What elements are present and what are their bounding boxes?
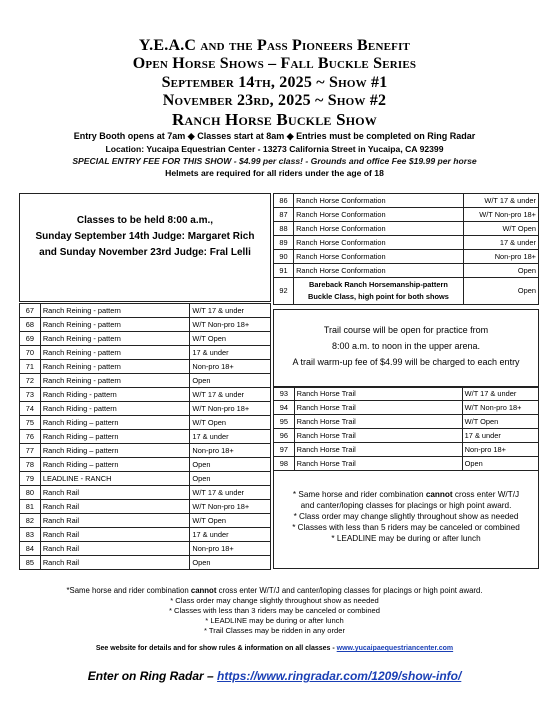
rule-line-5: * LEADLINE may be during or after lunch [331, 534, 481, 543]
class-name: Ranch Horse Conformation [294, 194, 464, 208]
class-name: Ranch Horse Conformation [294, 250, 464, 264]
class-division: 17 & under [463, 236, 538, 250]
class-number: 73 [20, 388, 41, 402]
location-info: Location: Yucaipa Equestrian Center - 13273 California Street in Yucaipa, CA 92399 [105, 144, 444, 154]
class-row [20, 360, 271, 374]
footnote-4: * LEADLINE may be during or after lunch [205, 616, 344, 625]
header-title-2: Open Horse Shows – Fall Buckle Series [132, 55, 417, 72]
class-row [274, 415, 539, 429]
class-name: Ranch Horse Trail [294, 415, 462, 429]
class-division: Open [190, 472, 271, 486]
helmet-info: Helmets are required for all riders under the age of 18 [165, 168, 384, 178]
schedule-date-2: and Sunday November 23rd Judge: Fral Lelli [39, 247, 251, 258]
class-division: Non-pro 18+ [190, 542, 271, 556]
class-division: 17 & under [462, 429, 538, 443]
class-row [20, 332, 271, 346]
rule-line-1: * Same horse and rider combination cannot cross enter W/T/J [292, 490, 520, 499]
class-number: 82 [20, 514, 41, 528]
footnotes [0, 586, 549, 636]
footnote-3: * Classes with less than 3 riders may be canceled or combined [168, 606, 381, 615]
class-row [20, 430, 271, 444]
schedule-date-1: Sunday September 14th Judge: Margaret Rich [35, 231, 255, 242]
class-row [20, 304, 271, 318]
class-number: 72 [20, 374, 41, 388]
class-division: Open [463, 264, 538, 278]
class-name: Ranch Reining - pattern [40, 332, 190, 346]
class-number: 87 [274, 208, 294, 222]
class-name: Ranch Reining - pattern [40, 346, 190, 360]
class-row [20, 374, 271, 388]
class-name: Ranch Horse Conformation [294, 264, 464, 278]
class-name: Ranch Riding – pattern [40, 416, 190, 430]
header-date-1: September 14th, 2025 ~ Show #1 [161, 74, 388, 91]
class-row [20, 346, 271, 360]
class-row [274, 236, 539, 250]
class-division: Open [190, 458, 271, 472]
class-row [274, 250, 539, 264]
right-class-table-top [273, 193, 539, 305]
class-row [274, 429, 539, 443]
class-name: Ranch Riding - pattern [40, 402, 190, 416]
class-number: 74 [20, 402, 41, 416]
class-division: Open [462, 457, 538, 471]
class-division: W/T 17 & under [190, 304, 271, 318]
class-number: 95 [274, 415, 295, 429]
class-row [20, 402, 271, 416]
class-division: W/T Non-pro 18+ [462, 401, 538, 415]
right-class-table-trail [273, 386, 539, 471]
class-row [274, 457, 539, 471]
class-name: Ranch Rail [40, 528, 190, 542]
class-name: Ranch Horse Trail [294, 387, 462, 401]
class-number: 85 [20, 556, 41, 570]
class-division: W/T Open [190, 416, 271, 430]
schedule-time: Classes to be held 8:00 a.m., [76, 215, 214, 226]
class-number: 88 [274, 222, 294, 236]
class-division: W/T Open [463, 222, 538, 236]
website-note [0, 645, 549, 652]
schedule-box [19, 193, 271, 302]
class-number: 78 [20, 458, 41, 472]
rule-line-3: * Class order may change slightly throughout show as needed [293, 512, 519, 521]
class-division: Non-pro 18+ [190, 444, 271, 458]
class-row [20, 458, 271, 472]
class-row [274, 387, 539, 401]
class-division: 17 & under [190, 528, 271, 542]
class-row [20, 416, 271, 430]
class-number: 89 [274, 236, 294, 250]
class-division: W/T 17 & under [190, 388, 271, 402]
class-row [274, 264, 539, 278]
class-row [274, 208, 539, 222]
class-name: Ranch Horse Trail [294, 401, 462, 415]
class-division: W/T 17 & under [462, 387, 538, 401]
class-row [274, 194, 539, 208]
class-number: 92 [274, 278, 294, 305]
class-division: Open [190, 556, 271, 570]
class-division: W/T Non-pro 18+ [463, 208, 538, 222]
class-row [20, 486, 271, 500]
class-number: 90 [274, 250, 294, 264]
class-number: 98 [274, 457, 295, 471]
class-row [20, 514, 271, 528]
class-number: 69 [20, 332, 41, 346]
class-number: 79 [20, 472, 41, 486]
trail-line-1: Trail course will be open for practice from [323, 325, 489, 335]
footnote-5: * Trail Classes may be ridden in any order [204, 626, 345, 635]
class-name: Ranch Rail [40, 514, 190, 528]
class-name: Ranch Horse Trail [294, 457, 462, 471]
class-row [274, 222, 539, 236]
class-name: Ranch Rail [40, 486, 190, 500]
class-row [274, 401, 539, 415]
class-row [20, 388, 271, 402]
class-name: Ranch Riding – pattern [40, 430, 190, 444]
class-division: Non-pro 18+ [190, 360, 271, 374]
trail-line-2: 8:00 a.m. to noon in the upper arena. [331, 341, 481, 351]
class-number: 94 [274, 401, 295, 415]
class-number: 81 [20, 500, 41, 514]
header-title-1: Y.E.A.C and the Pass Pioneers Benefit [138, 37, 411, 54]
class-row-bareback [274, 278, 539, 305]
class-name: Ranch Rail [40, 542, 190, 556]
rule-line-4: * Classes with less than 5 riders may be canceled or combined [292, 523, 520, 532]
website-link[interactable]: www.yucaipaequestriancenter.com [336, 645, 454, 652]
class-name: Ranch Rail [40, 556, 190, 570]
class-number: 93 [274, 387, 295, 401]
class-number: 77 [20, 444, 41, 458]
class-number: 91 [274, 264, 294, 278]
class-division: W/T Non-pro 18+ [190, 402, 271, 416]
class-number: 70 [20, 346, 41, 360]
class-name: Ranch Riding – pattern [40, 444, 190, 458]
rules-box [273, 470, 539, 569]
footnote-1: *Same horse and rider combination cannot cross enter W/T/J and canter/loping classes for placings or high point award. [66, 586, 483, 595]
class-name: Ranch Horse Trail [294, 429, 462, 443]
rule-line-2: and canter/loping classes for placings or high point award. [300, 501, 512, 510]
bareback-line-2: Buckle Class, high point for both shows [308, 292, 449, 301]
class-name: Ranch Horse Conformation [294, 222, 464, 236]
class-row [20, 556, 271, 570]
class-name: Ranch Reining - pattern [40, 304, 190, 318]
class-row [20, 318, 271, 332]
class-name: Ranch Riding – pattern [40, 458, 190, 472]
class-division: W/T Non-pro 18+ [190, 500, 271, 514]
class-number: 67 [20, 304, 41, 318]
class-row [20, 472, 271, 486]
class-name: Ranch Reining - pattern [40, 360, 190, 374]
bareback-line-1: Bareback Ranch Horsemanship-pattern [309, 280, 448, 289]
class-row [20, 542, 271, 556]
website-text: See website for details and for show rules & information on all classes - [95, 645, 337, 652]
class-row [20, 444, 271, 458]
class-number: 71 [20, 360, 41, 374]
class-division: W/T 17 & under [463, 194, 538, 208]
class-name: Ranch Horse Conformation [294, 208, 464, 222]
class-row [20, 500, 271, 514]
class-division: W/T Open [190, 332, 271, 346]
class-division: W/T Non-pro 18+ [190, 318, 271, 332]
class-division: W/T Open [462, 415, 538, 429]
class-row [274, 443, 539, 457]
class-division: Open [463, 278, 538, 305]
class-number: 84 [20, 542, 41, 556]
class-name: Ranch Riding - pattern [40, 388, 190, 402]
header-date-2: November 23rd, 2025 ~ Show #2 [162, 92, 387, 109]
class-name-bareback [294, 278, 464, 305]
class-name: Ranch Horse Conformation [294, 236, 464, 250]
class-division: Non-pro 18+ [462, 443, 538, 457]
class-name: Ranch Horse Trail [294, 443, 462, 457]
class-division: 17 & under [190, 346, 271, 360]
class-name: Ranch Rail [40, 500, 190, 514]
class-division: 17 & under [190, 430, 271, 444]
class-name: Ranch Reining - pattern [40, 374, 190, 388]
class-division: Non-pro 18+ [463, 250, 538, 264]
class-number: 86 [274, 194, 294, 208]
class-name: LEADLINE - RANCH [40, 472, 190, 486]
class-division: Open [190, 374, 271, 388]
class-division: W/T Open [190, 514, 271, 528]
ring-radar-note [0, 669, 549, 683]
left-class-table [19, 303, 271, 570]
ring-radar-text: Enter on Ring Radar – [87, 669, 218, 683]
class-number: 80 [20, 486, 41, 500]
entry-info: Entry Booth opens at 7am ◆ Classes start at 8am ◆ Entries must be completed on Ring Radar [73, 131, 476, 141]
class-row [20, 528, 271, 542]
class-number: 83 [20, 528, 41, 542]
class-number: 75 [20, 416, 41, 430]
class-name: Ranch Reining - pattern [40, 318, 190, 332]
ring-radar-link[interactable]: https://www.ringradar.com/1209/show-info/ [217, 669, 462, 683]
class-number: 96 [274, 429, 295, 443]
class-number: 68 [20, 318, 41, 332]
fee-info: SPECIAL ENTRY FEE FOR THIS SHOW - $4.99 per class! - Grounds and office Fee $19.99 per horse [72, 156, 477, 166]
class-number: 76 [20, 430, 41, 444]
header-show-name: Ranch Horse Buckle Show [172, 110, 377, 129]
trail-line-3: A trail warm-up fee of $4.99 will be charged to each entry [292, 357, 520, 367]
class-number: 97 [274, 443, 295, 457]
trail-practice-box [273, 309, 539, 388]
class-division: W/T 17 & under [190, 486, 271, 500]
footnote-2: * Class order may change slightly throughout show as needed [170, 596, 379, 605]
